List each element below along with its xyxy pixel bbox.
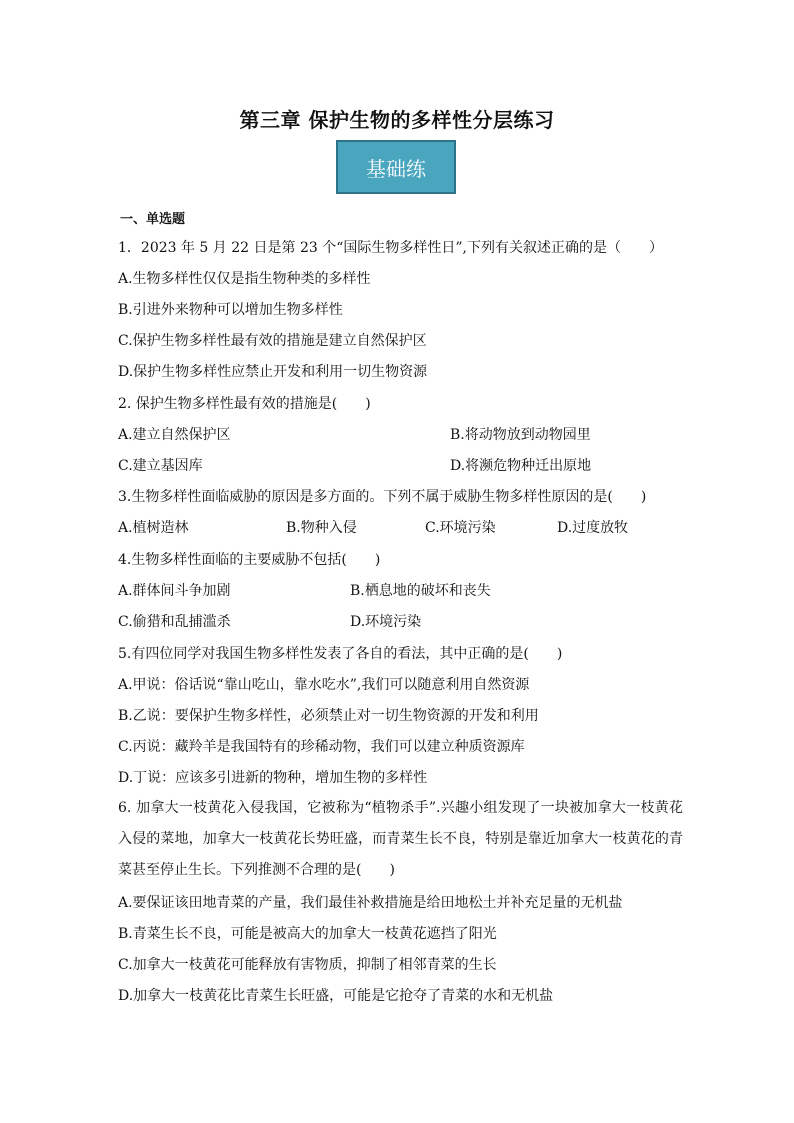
question-4-option-a: A.群体间斗争加剧	[118, 583, 231, 599]
question-1-stem: 1．2023 年 5 月 22 日是第 23 个“国际生物多样性日”,下列有关叙述正确的是（ ）	[118, 240, 663, 256]
section-heading: 一、单选题	[120, 212, 186, 227]
question-2-option-b: B.将动物放到动物园里	[450, 427, 591, 443]
question-6-option-a: A.要保证该田地青菜的产量，我们最佳补救措施是给田地松土并补充足量的无机盐	[118, 895, 623, 911]
question-6-option-d: D.加拿大一枝黄花比青菜生长旺盛，可能是它抢夺了青菜的水和无机盐	[118, 988, 554, 1004]
question-3-stem: 3.生物多样性面临威胁的原因是多方面的。下列不属于威胁生物多样性原因的是( )	[118, 489, 647, 505]
page-title: 第三章 保护生物的多样性分层练习	[239, 108, 555, 132]
question-2-stem: 2. 保护生物多样性最有效的措施是( )	[118, 396, 371, 412]
question-5-option-d: D.丁说：应该多引进新的物种，增加生物的多样性	[118, 770, 428, 786]
question-1-option-d: D.保护生物多样性应禁止开发和利用一切生物资源	[118, 364, 428, 380]
question-3-option-c: C.环境污染	[425, 520, 496, 536]
question-3-option-d: D.过度放牧	[557, 520, 629, 536]
question-5-option-c: C.丙说：藏羚羊是我国特有的珍稀动物，我们可以建立种质资源库	[118, 739, 525, 755]
question-2-option-c: C.建立基因库	[118, 458, 203, 474]
question-6-option-b: B.青菜生长不良，可能是被高大的加拿大一枝黄花遮挡了阳光	[118, 926, 497, 942]
question-2-option-a: A.建立自然保护区	[118, 427, 231, 443]
question-4-stem: 4.生物多样性面临的主要威胁不包括( )	[118, 552, 381, 568]
question-5-stem: 5.有四位同学对我国生物多样性发表了各自的看法，其中正确的是( )	[118, 646, 563, 662]
level-badge: 基础练	[336, 140, 456, 194]
question-4-option-c: C.偷猎和乱捕滥杀	[118, 614, 231, 630]
question-4-option-b: B.栖息地的破坏和丧失	[350, 583, 491, 599]
question-5-option-b: B.乙说：要保护生物多样性，必须禁止对一切生物资源的开发和利用	[118, 708, 539, 724]
question-3-option-a: A.植树造林	[118, 520, 189, 536]
question-5-option-a: A.甲说：俗话说“靠山吃山，靠水吃水”,我们可以随意利用自然资源	[118, 677, 530, 693]
question-3-option-b: B.物种入侵	[286, 520, 357, 536]
question-6-stem: 6. 加拿大一枝黄花入侵我国，它被称为“植物杀手”.兴趣小组发现了一块被加拿大一枝黄花入侵的菜地，加拿大一枝黄花长势旺盛，而青菜生长不良，特别是靠近加拿大一枝黄花的青菜甚至停止生长。下列推测不合理的是( )	[118, 800, 683, 878]
question-1-option-b: B.引进外来物种可以增加生物多样性	[118, 302, 343, 318]
question-1-option-c: C.保护生物多样性最有效的措施是建立自然保护区	[118, 333, 427, 349]
question-2-option-d: D.将濒危物种迁出原地	[450, 458, 592, 474]
question-1-option-a: A.生物多样性仅仅是指生物种类的多样性	[118, 271, 371, 287]
question-6-option-c: C.加拿大一枝黄花可能释放有害物质，抑制了相邻青菜的生长	[118, 957, 497, 973]
question-4-option-d: D.环境污染	[350, 614, 422, 630]
